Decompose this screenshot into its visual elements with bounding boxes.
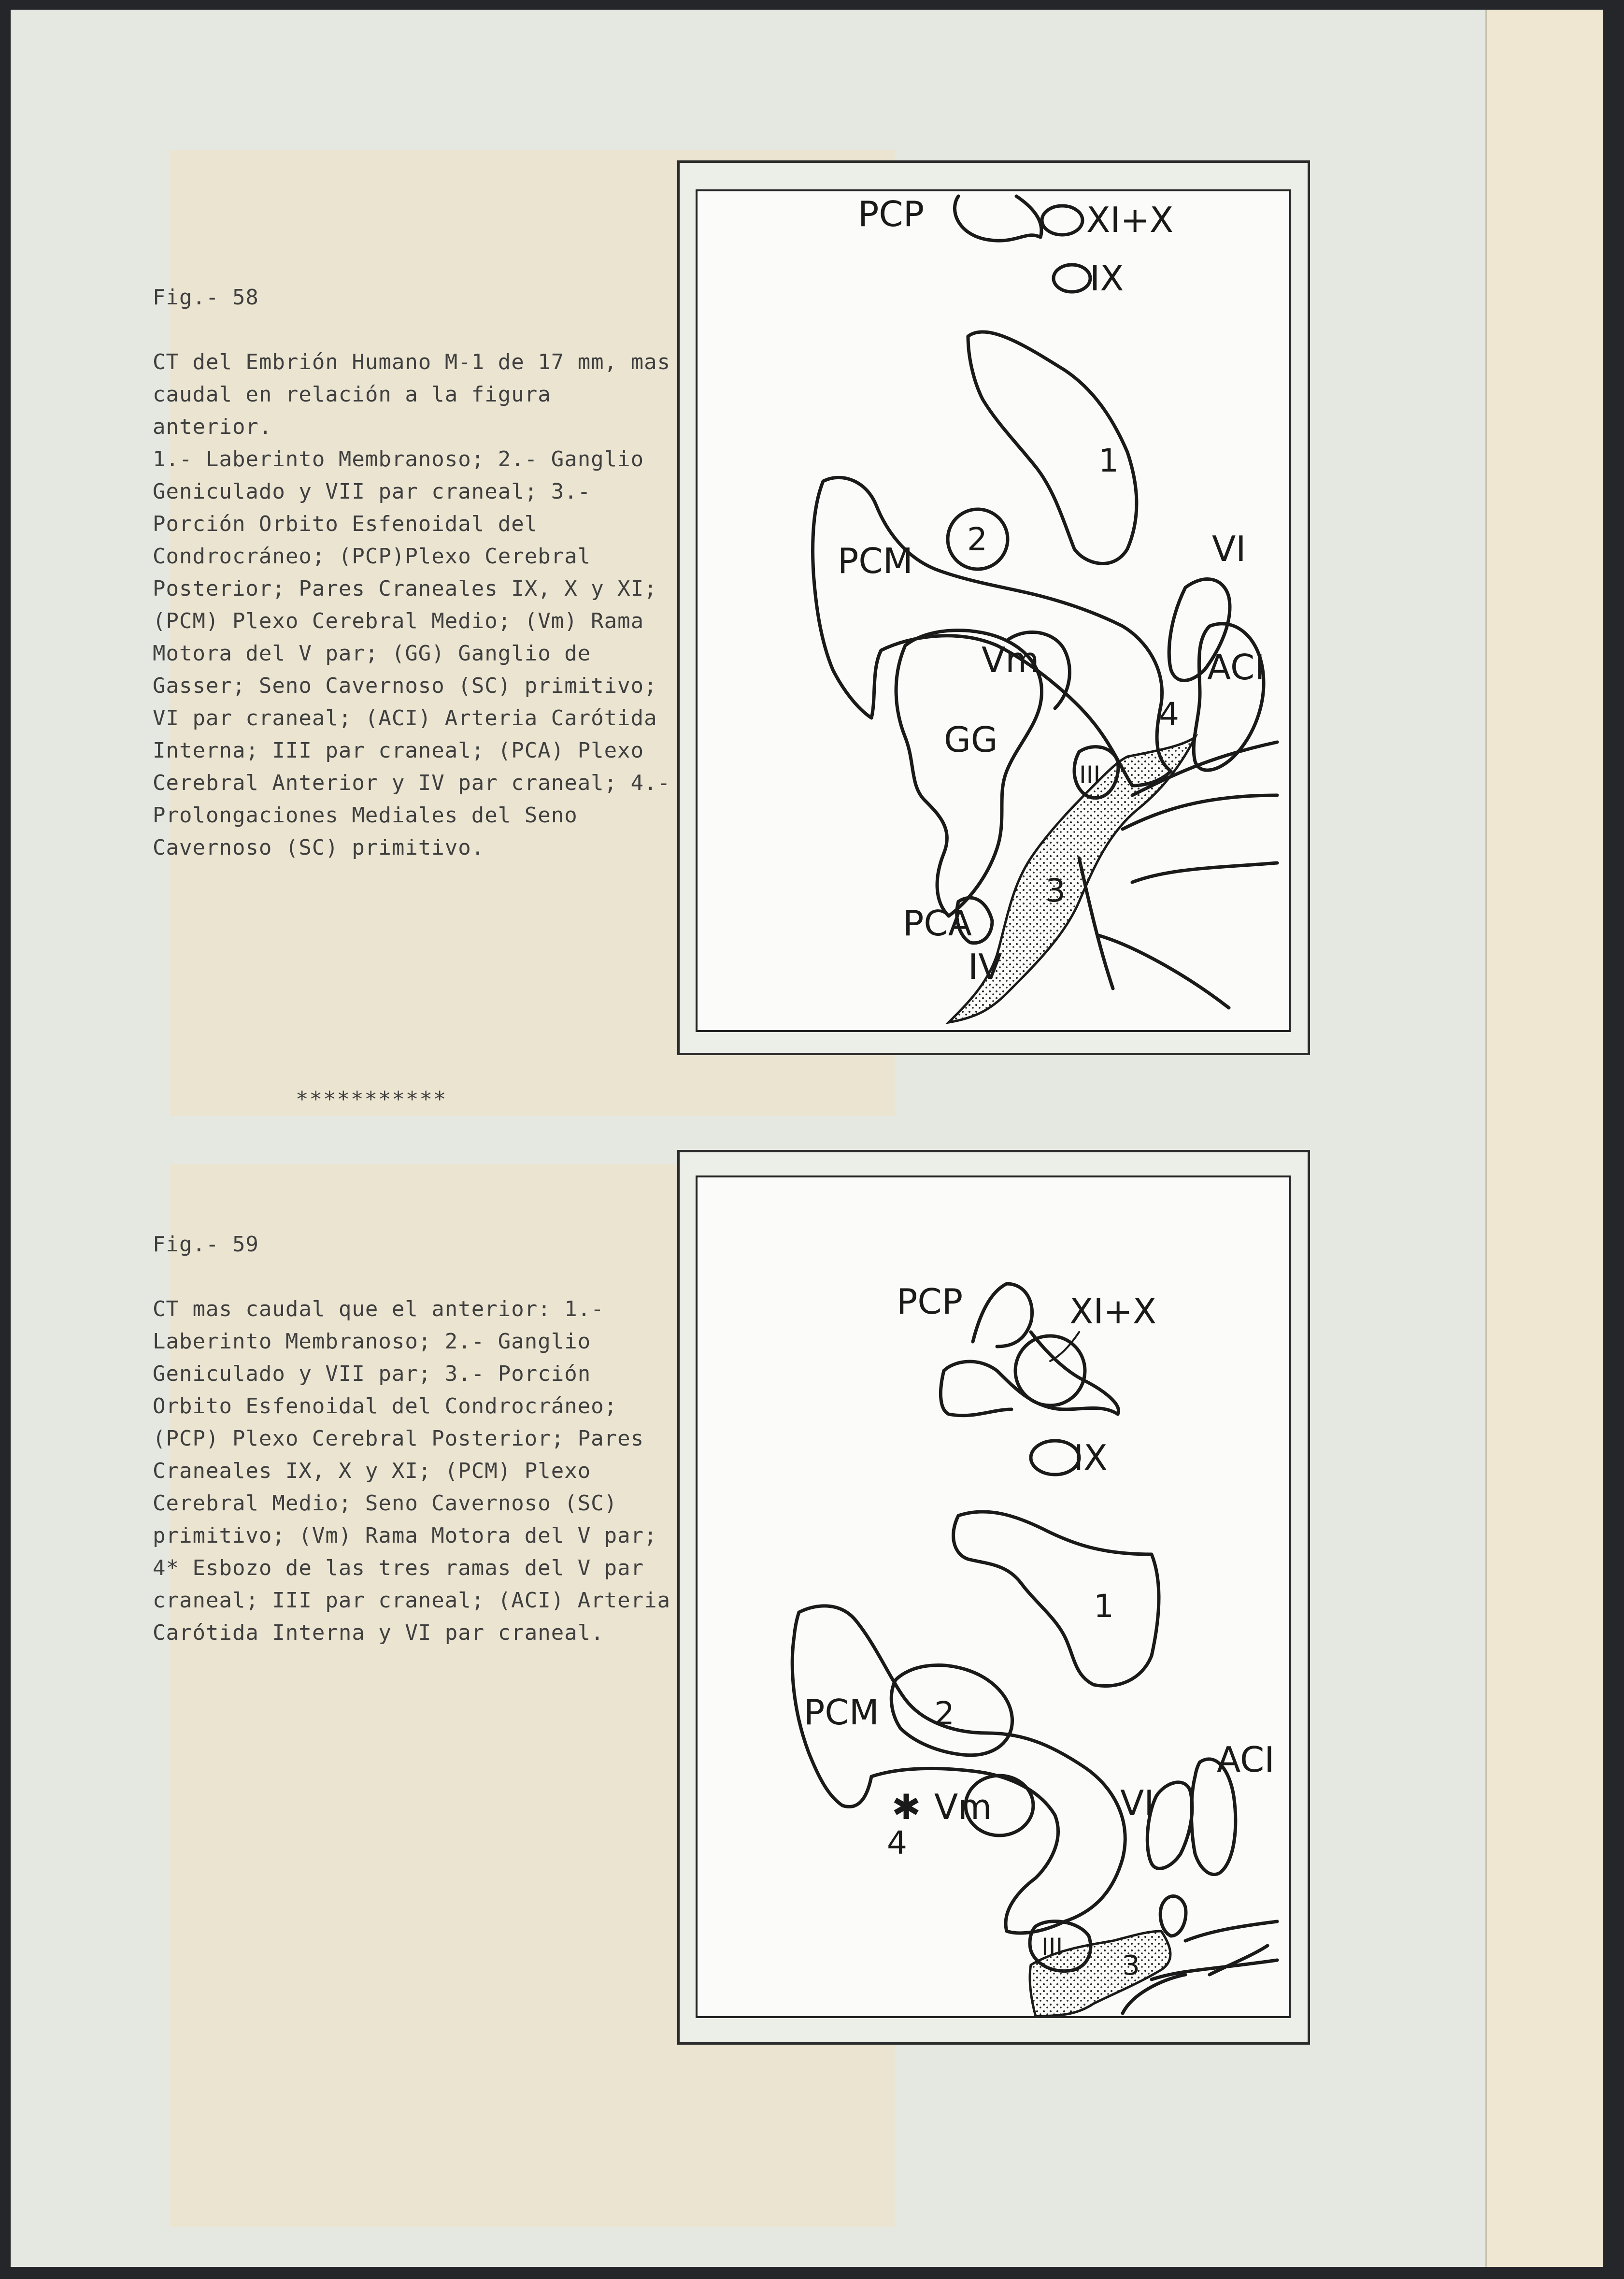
ix-outline <box>1031 1441 1079 1475</box>
contour-line <box>1132 863 1277 882</box>
small-outline <box>1160 1896 1186 1936</box>
label-4: 4 <box>1159 696 1179 733</box>
pcp-outline <box>955 196 1041 241</box>
label-1: 1 <box>1094 1588 1114 1625</box>
figure-58-title: Fig.- 58 <box>153 285 259 310</box>
structure-1-outline <box>954 1512 1159 1686</box>
figure-58-drawing <box>698 191 1289 1030</box>
figure-59-caption-text: CT mas caudal que el anterior: 1.- Laberinto Membranoso; 2.- Ganglio Geniculado y VII par; 3.- Porción Orbito Esfenoidal del Condrocráneo; (PCP) Plexo Cerebral Posterior; Pares Craneales IX, X y XI; (PCM) Plexo Cerebral Medio; Seno Cavernoso (SC) primitivo; (Vm) Rama Motora del V par; 4* Esbozo de las tres ramas del V par craneal; III par craneal; (ACI) Arteria Carótida Interna y VI par craneal. <box>153 1297 671 1645</box>
figure-58-caption-text: CT del Embrión Humano M-1 de 17 mm, mas caudal en relación a la figura anterior. 1.- Laberinto Membranoso; 2.- Ganglio Geniculado y VII par craneal; 3.- Porción Orbito Esfenoidal del Condrocráneo; (PCP)Plexo Cerebral Posterior; Pares Craneales IX, X y XI; (PCM) Plexo Cerebral Medio; (Vm) Rama Motora del V par; (GG) Ganglio de Gasser; Seno Cavernoso (SC) primitivo; VI par craneal; (ACI) Arteria Carótida Interna; III par craneal; (PCA) Plexo Cerebral Anterior y IV par craneal; 4.- Prolongaciones Mediales del Seno Cavernoso (SC) primitivo. <box>153 350 671 860</box>
section-separator: *********** <box>296 1087 447 1112</box>
pcp-base-outline <box>940 1371 1011 1416</box>
figure-59-caption <box>153 1196 674 1681</box>
label-vm: Vm <box>982 640 1040 680</box>
figure-58-caption <box>153 249 674 896</box>
figure-58-plate <box>696 189 1291 1032</box>
figure-59-plate <box>696 1175 1291 2018</box>
label-aci: ACI <box>1207 647 1265 688</box>
label-xi-x: XI+X <box>1069 1291 1157 1332</box>
xi-x-outline <box>1015 1336 1085 1405</box>
label-2: 2 <box>934 1695 954 1732</box>
label-iii: III <box>1041 1933 1063 1961</box>
label-pcm: PCM <box>804 1692 879 1733</box>
label-4: 4 <box>887 1824 907 1862</box>
label-ix: IX <box>1073 1437 1108 1478</box>
xi-x-outline <box>1042 206 1083 235</box>
contour-line <box>1185 1921 1277 1941</box>
contour-line <box>1152 1960 1277 1979</box>
label-vm: Vm <box>934 1787 992 1827</box>
contour-line <box>1098 935 1229 1008</box>
label-3: 3 <box>1123 1950 1140 1981</box>
label-pcm: PCM <box>838 541 913 581</box>
label-pca: PCA <box>903 903 972 944</box>
label-gg: GG <box>944 719 998 760</box>
figure-59-drawing <box>698 1177 1289 2016</box>
label-iv: IV <box>968 946 1002 987</box>
label-pcp: PCP <box>897 1281 963 1322</box>
label-vi: VI <box>1120 1783 1154 1823</box>
label-1: 1 <box>1098 442 1119 479</box>
ix-outline <box>1054 265 1090 292</box>
contour-line <box>1210 1946 1268 1975</box>
pcm-outline <box>792 1606 1125 1933</box>
pcp-outline <box>973 1284 1032 1347</box>
mount-edge <box>1485 10 1603 2267</box>
label-xi-x: XI+X <box>1086 200 1174 240</box>
label-ix: IX <box>1090 258 1124 299</box>
label-iii: III <box>1079 761 1101 789</box>
figure-59-title: Fig.- 59 <box>153 1232 259 1257</box>
label-2: 2 <box>967 521 987 558</box>
label-aci: ACI <box>1217 1739 1275 1780</box>
scanned-page <box>11 10 1603 2267</box>
label-asterisk: ✱ <box>892 1787 921 1827</box>
label-pcp: PCP <box>858 194 925 234</box>
label-vi: VI <box>1212 529 1246 569</box>
label-3: 3 <box>1045 872 1066 909</box>
